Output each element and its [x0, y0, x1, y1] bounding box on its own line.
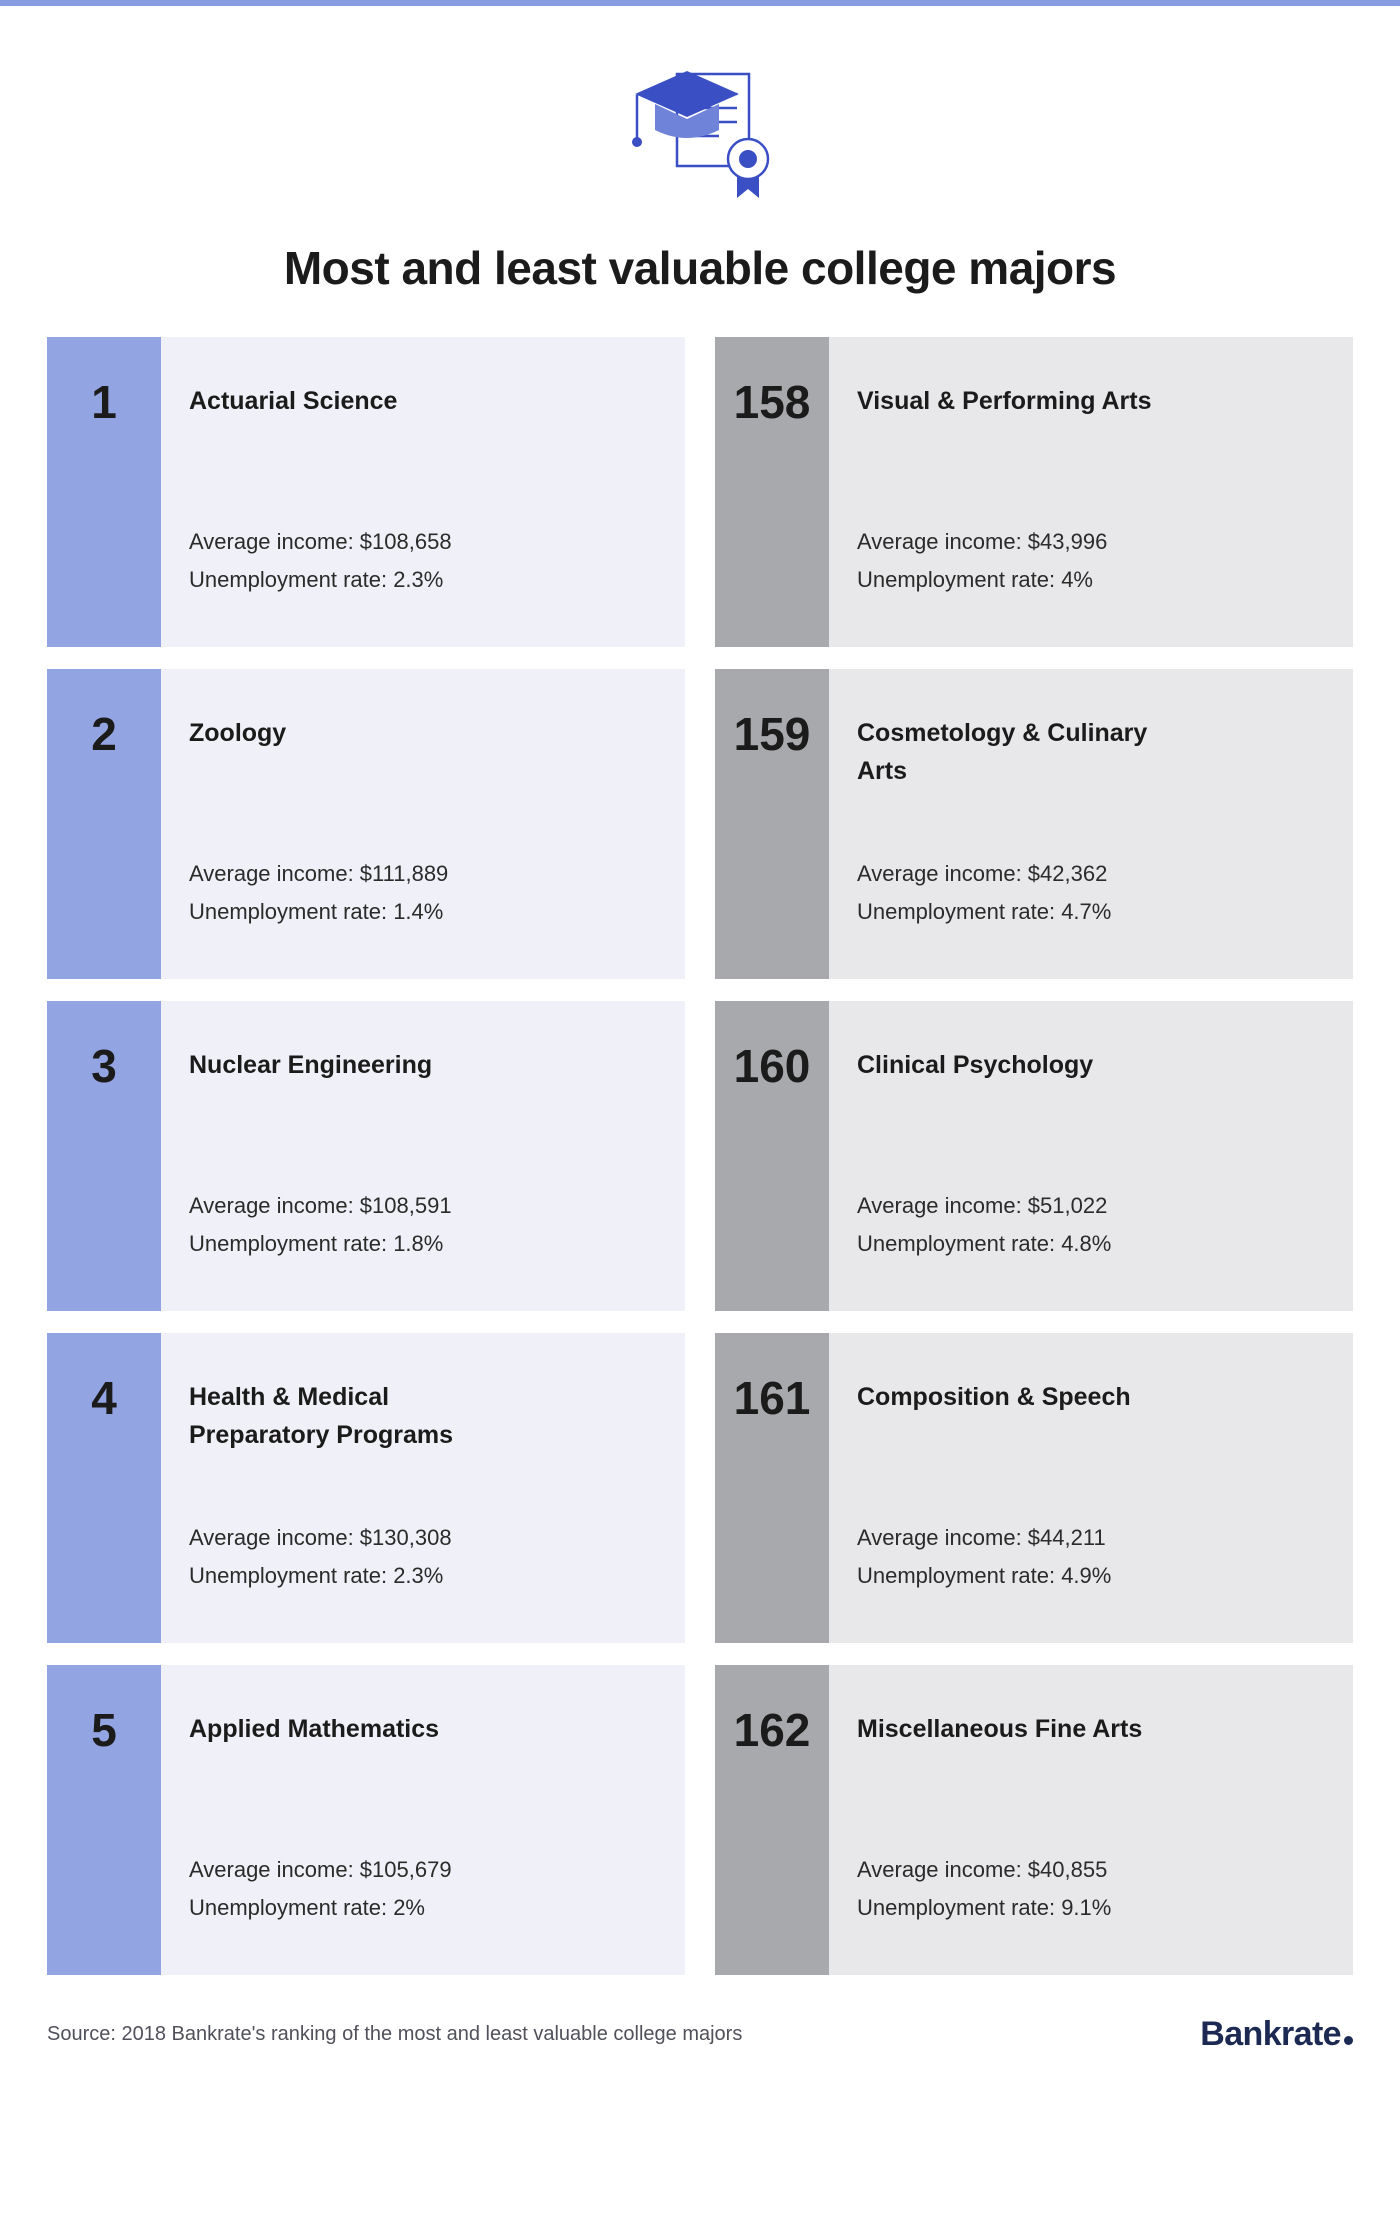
- rank-number: 1: [91, 376, 117, 428]
- card-body: [829, 669, 1353, 979]
- card-body: [161, 337, 685, 647]
- average-income: Average income: $51,022: [857, 1193, 1108, 1219]
- unemployment-rate: Unemployment rate: 1.4%: [189, 899, 444, 925]
- card-stats: [189, 1519, 657, 1617]
- major-card: [715, 1665, 1353, 1975]
- major-card: [47, 669, 685, 979]
- rank-number: 2: [91, 708, 117, 760]
- bankrate-wordmark: Bankrate: [1200, 2015, 1341, 2053]
- rank-number: 160: [733, 1040, 811, 1092]
- card-stats: [857, 1187, 1325, 1285]
- card-body: [161, 1001, 685, 1311]
- unemployment-rate: Unemployment rate: 4.8%: [857, 1231, 1112, 1257]
- major-name: Health & Medical Preparatory Programs: [189, 1383, 454, 1449]
- unemployment-rate: Unemployment rate: 9.1%: [857, 1895, 1112, 1921]
- average-income: Average income: $44,211: [857, 1525, 1106, 1551]
- major-card: [715, 669, 1353, 979]
- card-stats: [857, 1851, 1325, 1949]
- card-stats: [857, 523, 1325, 621]
- major-name: Composition & Speech: [857, 1383, 1131, 1411]
- card-body: [161, 1665, 685, 1975]
- rank-bar: [47, 1665, 161, 1975]
- major-card: [47, 1333, 685, 1643]
- logo-dot-icon: [1344, 2036, 1353, 2045]
- card-stats: [189, 1187, 657, 1285]
- source-note: Source: 2018 Bankrate's ranking of the most and least valuable college majors: [47, 2023, 743, 2045]
- unemployment-rate: Unemployment rate: 4%: [857, 567, 1093, 593]
- rank-number: 158: [733, 376, 811, 428]
- page-title: Most and least valuable college majors: [283, 242, 1117, 294]
- unemployment-rate: Unemployment rate: 2%: [189, 1895, 425, 1921]
- rank-bar: [715, 1001, 829, 1311]
- rank-bar: [47, 669, 161, 979]
- average-income: Average income: $42,362: [857, 861, 1108, 887]
- rank-number: 161: [733, 1372, 811, 1424]
- average-income: Average income: $108,591: [189, 1193, 452, 1219]
- diploma-graduation-cap-icon: [615, 46, 785, 211]
- major-card: [715, 1001, 1353, 1311]
- unemployment-rate: Unemployment rate: 1.8%: [189, 1231, 444, 1257]
- card-stats: [189, 1851, 657, 1949]
- major-card: [715, 337, 1353, 647]
- major-name: Miscellaneous Fine Arts: [857, 1715, 1143, 1743]
- card-body: [161, 669, 685, 979]
- major-name: Zoology: [189, 719, 287, 747]
- average-income: Average income: $130,308: [189, 1525, 452, 1551]
- rank-bar: [715, 669, 829, 979]
- major-name: Nuclear Engineering: [189, 1051, 433, 1079]
- unemployment-rate: Unemployment rate: 4.7%: [857, 899, 1112, 925]
- card-stats: [189, 855, 657, 953]
- header: [42, 6, 1358, 295]
- average-income: Average income: $111,889: [189, 861, 449, 887]
- rank-number: 5: [91, 1704, 117, 1756]
- major-card: [715, 1333, 1353, 1643]
- card-stats: [189, 523, 657, 621]
- unemployment-rate: Unemployment rate: 2.3%: [189, 1563, 444, 1589]
- unemployment-rate: Unemployment rate: 2.3%: [189, 567, 444, 593]
- major-card: [47, 1001, 685, 1311]
- card-body: [829, 1333, 1353, 1643]
- unemployment-rate: Unemployment rate: 4.9%: [857, 1563, 1112, 1589]
- major-card: [47, 1665, 685, 1975]
- average-income: Average income: $108,658: [189, 529, 452, 555]
- major-name: Cosmetology & Culinary Arts: [857, 719, 1148, 785]
- rank-bar: [715, 337, 829, 647]
- card-body: [829, 1001, 1353, 1311]
- rank-bar: [715, 1665, 829, 1975]
- major-name: Applied Mathematics: [189, 1715, 440, 1743]
- average-income: Average income: $40,855: [857, 1857, 1108, 1883]
- rank-bar: [47, 1001, 161, 1311]
- footer: [0, 1975, 1400, 2088]
- bankrate-logo: [1200, 2015, 1353, 2054]
- rank-number: 3: [91, 1040, 117, 1092]
- major-card: [47, 337, 685, 647]
- major-name: Clinical Psychology: [857, 1051, 1094, 1079]
- card-body: [829, 337, 1353, 647]
- card-stats: [857, 1519, 1325, 1617]
- least-valuable-column: [715, 337, 1353, 1975]
- major-name: Visual & Performing Arts: [857, 387, 1152, 415]
- rank-bar: [47, 1333, 161, 1643]
- card-body: [829, 1665, 1353, 1975]
- average-income: Average income: $105,679: [189, 1857, 452, 1883]
- rank-number: 4: [91, 1372, 117, 1424]
- rank-bar: [715, 1333, 829, 1643]
- average-income: Average income: $43,996: [857, 529, 1108, 555]
- card-body: [161, 1333, 685, 1643]
- card-stats: [857, 855, 1325, 953]
- major-name: Actuarial Science: [189, 387, 398, 415]
- infographic-page: [0, 6, 1400, 1975]
- rankings-columns: [42, 337, 1358, 1975]
- rank-number: 159: [733, 708, 811, 760]
- rank-number: 162: [733, 1704, 811, 1756]
- rank-bar: [47, 337, 161, 647]
- most-valuable-column: [47, 337, 685, 1975]
